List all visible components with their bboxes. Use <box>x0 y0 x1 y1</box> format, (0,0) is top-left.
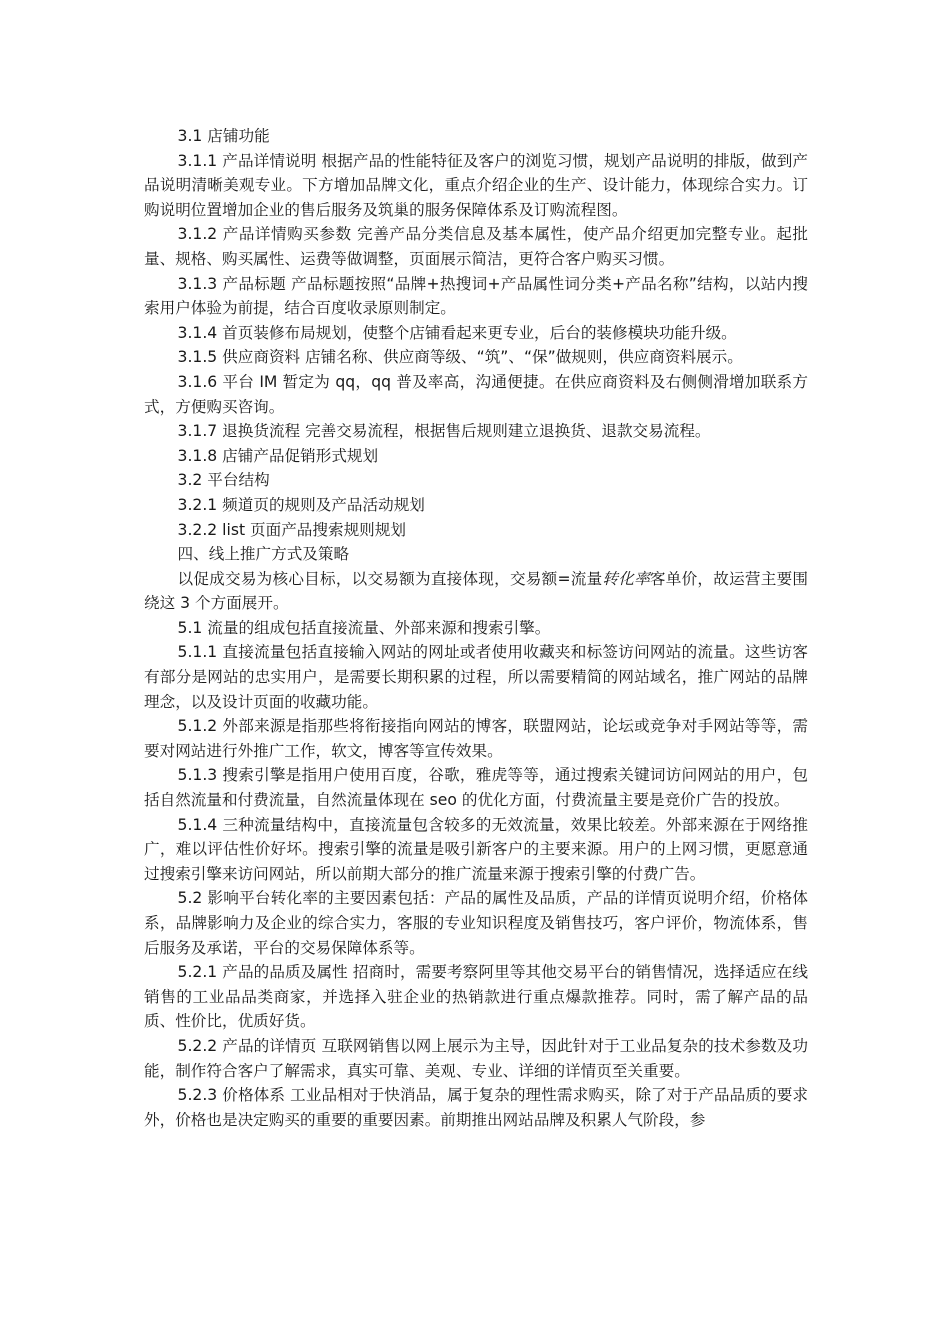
chapter-heading-4: 四、线上推广方式及策略 <box>177 545 350 564</box>
paragraph-5-2-3: 5.2.3 价格体系 工业品相对于快消品，属于复杂的理性需求购买，除了对于产品品质的要求外，价格也是决定购买的重要的重要因素。前期推出网站品牌及积累人气阶段，参 <box>144 1086 808 1129</box>
paragraph-5-1: 5.1 流量的组成包括直接流量、外部来源和搜索引擎。 <box>177 618 551 637</box>
paragraph-intro-traffic <box>144 567 808 616</box>
paragraph-5-1-2: 5.1.2 外部来源是指那些将衔接指向网站的博客，联盟网站，论坛或竞争对手网站等等，需要对网站进行外推广工作，软文，博客等宣传效果。 <box>144 717 808 760</box>
paragraph-3-1-6: 3.1.6 平台 IM 暂定为 qq，qq 普及率高，沟通便捷。在供应商资料及右侧侧滑增加联系方式，方便购买咨询。 <box>144 372 808 416</box>
paragraph-3-1-2: 3.1.2 产品详情购买参数 完善产品分类信息及基本属性，使产品介绍更加完整专业。起批量、规格、购买属性、运费等做调整，页面展示简洁，更符合客户购买习惯。 <box>144 225 808 268</box>
intro-text-italic: 转化率 <box>602 569 650 588</box>
paragraph-5-2-2: 5.2.2 产品的详情页 互联网销售以网上展示为主导，因此针对于工业品复杂的技术参数及功能，制作符合客户了解需求，真实可靠、美观、专业、详细的详情页至关重要。 <box>144 1036 808 1080</box>
paragraph-3-1-5: 3.1.5 供应商资料 店铺名称、供应商等级、“筑”、“保”做规则，供应商资料展示。 <box>177 348 743 367</box>
paragraph-3-1-8: 3.1.8 店铺产品促销形式规划 <box>177 446 379 465</box>
paragraph-3-1-1: 3.1.1 产品详情说明 根据产品的性能特征及客户的浏览习惯，规划产品说明的排版，做到产品说明清晰美观专业。下方增加品牌文化，重点介绍企业的生产、设计能力，体现综合实力。订购说明位置增加企业的售后服务及筑巢的服务保障体系及订购流程图。 <box>144 151 808 219</box>
paragraph-3-2-2: 3.2.2 list 页面产品搜索规则规划 <box>177 520 406 539</box>
paragraph-3-1-4: 3.1.4 首页装修布局规划，使整个店铺看起来更专业，后台的装修模块功能升级。 <box>177 323 737 342</box>
section-heading-3-2: 3.2 平台结构 <box>177 471 270 490</box>
paragraph-5-2: 5.2 影响平台转化率的主要因素包括：产品的属性及品质，产品的详情页说明介绍，价格体系，品牌影响力及企业的综合实力，客服的专业知识程度及销售技巧，客户评价，物流体系，售后服务及承诺，平台的交易保障体系等。 <box>144 889 808 957</box>
section-heading-3-1: 3.1 店铺功能 <box>177 127 270 145</box>
paragraph-5-2-1: 5.2.1 产品的品质及属性 招商时，需要考察阿里等其他交易平台的销售情况，选择适应在线销售的工业品品类商家，并选择入驻企业的热销款进行重点爆款推荐。同时，需了解产品的品质、性价比，优质好货。 <box>144 963 808 1031</box>
paragraph-3-1-7: 3.1.7 退换货流程 完善交易流程，根据售后规则建立退换货、退款交易流程。 <box>177 422 711 441</box>
paragraph-5-1-4: 5.1.4 三种流量结构中，直接流量包含较多的无效流量，效果比较差。外部来源在于网络推广，难以评估性价好坏。搜索引擎的流量是吸引新客户的主要来源。用户的上网习惯，更愿意通过搜索引擎来访问网站，所以前期大部分的推广流量来源于搜索引擎的付费广告。 <box>144 815 808 883</box>
paragraph-5-1-3: 5.1.3 搜索引擎是指用户使用百度，谷歌，雅虎等等，通过搜索关键词访问网站的用户，包括自然流量和付费流量，自然流量体现在 seo 的优化方面，付费流量主要是竞价广告的投放。 <box>144 766 808 810</box>
intro-text-after: 客单价，故运营主要围绕这 3 个方面展开。 <box>144 569 808 613</box>
intro-text-before: 以促成交易为核心目标，以交易额为直接体现，交易额=流量 <box>177 569 603 588</box>
document-body <box>144 124 808 1132</box>
paragraph-3-2-1: 3.2.1 频道页的规则及产品活动规划 <box>177 495 425 514</box>
paragraph-5-1-1: 5.1.1 直接流量包括直接输入网站的网址或者使用收藏夹和标签访问网站的流量。这些访客有部分是网站的忠实用户，是需要长期积累的过程，所以需要精简的网站域名，推广网站的品牌理念，以及设计页面的收藏功能。 <box>144 643 808 711</box>
paragraph-3-1-3: 3.1.3 产品标题 产品标题按照“品牌+热搜词+产品属性词分类+产品名称”结构，以站内搜索用户体验为前提，结合百度收录原则制定。 <box>144 274 808 318</box>
